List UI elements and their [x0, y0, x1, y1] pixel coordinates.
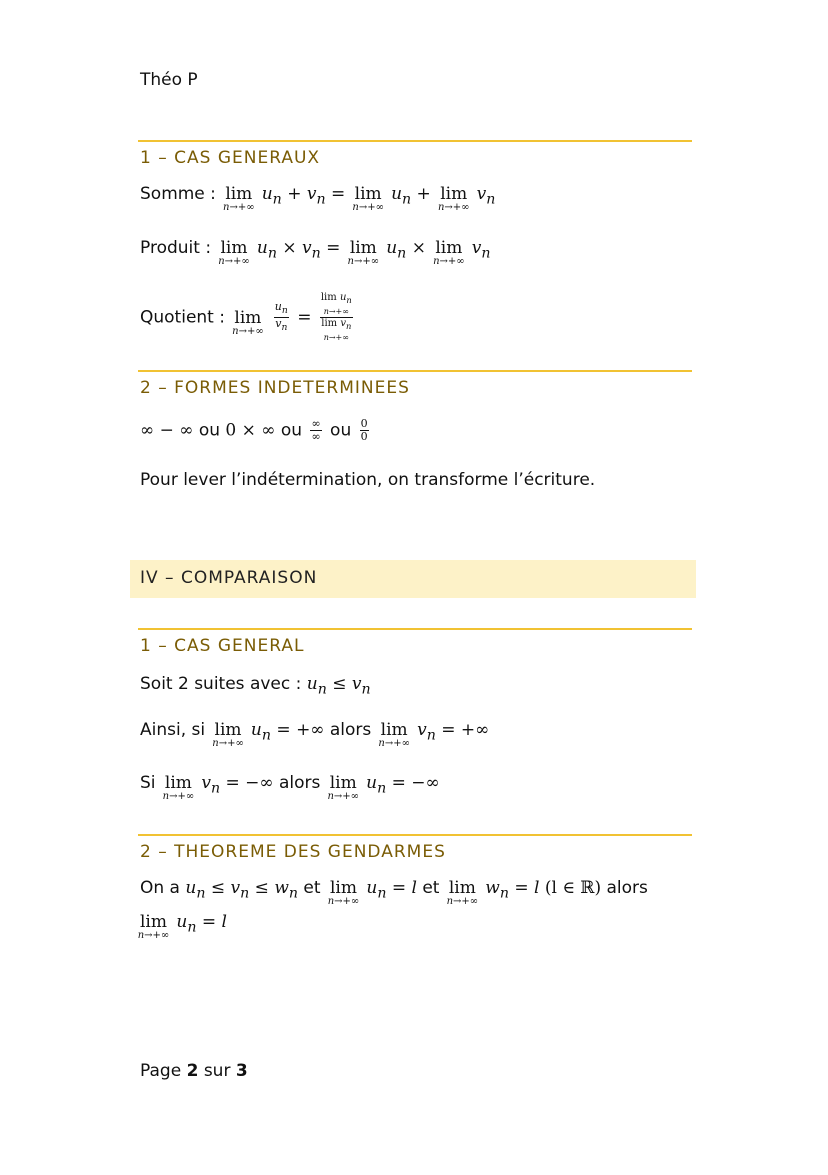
formula-somme: Somme : lim n→+∞ $u_n + v_n = \lim$ n→+∞ $u_n + \lim$ n→+∞ $v_n$	[140, 184, 496, 213]
section-heading-formes-indeterminees: 2 – FORMES INDETERMINEES	[140, 378, 410, 398]
comparison-hypothesis: Soit 2 suites avec : $u_n \le v_n$	[140, 674, 371, 698]
formula-quotient: Quotient : lim n→+∞ $\frac{u_n}{v_n}$ = $\lim u_n$ n→+∞ $\lim v_n$ n→+∞	[140, 292, 352, 342]
label-somme: Somme :	[140, 184, 216, 204]
formes-indeterminees-list: ∞ − ∞ ou 0 × ∞ ou $\frac{\infty}{\infty}$ ou $\frac{0}{0}$	[140, 417, 368, 443]
formula-produit: Produit : lim n→+∞ $u_n \times v_n = \lim$ n→+∞ $u_n \times \lim$ n→+∞ $v_n$	[140, 238, 491, 267]
comparison-minus-infinity: Si lim n→+∞ $v_n$ = −∞ alors lim n→+∞ $u_n$ = −∞	[140, 773, 440, 802]
section-heading-cas-general: 1 – CAS GENERAL	[140, 636, 305, 656]
page-number: Page 2 sur 3	[140, 1061, 248, 1081]
label-produit: Produit :	[140, 238, 212, 258]
section-rule	[138, 834, 692, 836]
section-rule	[138, 628, 692, 630]
author-name: Théo P	[140, 70, 198, 90]
gendarmes-conclusion: lim n→+∞ $u_n = l$	[137, 912, 227, 941]
gendarmes-statement: On a $u_n \le v_n \le w_n$ et lim n→+∞ $u_n = l$ et lim n→+∞ $w_n = l$ (l ∈ ℝ) alors	[140, 878, 648, 907]
section-heading-theoreme-gendarmes: 2 – THEOREME DES GENDARMES	[140, 842, 446, 862]
indetermination-note: Pour lever l’indétermination, on transforme l’écriture.	[140, 470, 596, 490]
section-rule	[138, 140, 692, 142]
chapter-heading-comparaison: IV – COMPARAISON	[140, 568, 318, 588]
label-quotient: Quotient :	[140, 307, 225, 328]
section-heading-cas-generaux: 1 – CAS GENERAUX	[140, 148, 321, 168]
section-rule	[138, 370, 692, 372]
comparison-plus-infinity: Ainsi, si lim n→+∞ $u_n$ = +∞ alors lim n→+∞ $v_n$ = +∞	[140, 720, 490, 749]
